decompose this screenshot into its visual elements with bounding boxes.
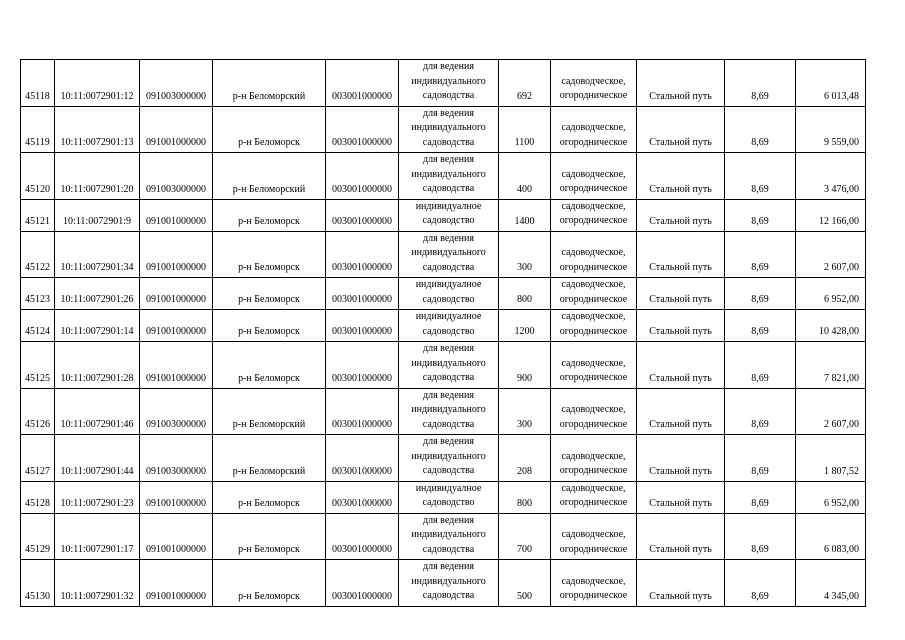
- cell-cadastral-value: 2 607,00: [796, 231, 866, 278]
- cell-land-category-line: садоводческое,: [561, 247, 626, 258]
- cell-cadastral-number: 10:11:0072901:9: [55, 199, 140, 231]
- cell-permitted-use: [399, 106, 499, 153]
- cell-land-category-line: садоводческое,: [561, 75, 626, 87]
- cell-district: р-н Беломорский: [213, 60, 326, 107]
- cell-code: 003001000000: [326, 513, 399, 560]
- table-row: [21, 435, 866, 482]
- cell-cadastral-value: 1 807,52: [796, 435, 866, 482]
- cell-district: р-н Беломорский: [213, 153, 326, 200]
- cell-permitted-use: [399, 310, 499, 342]
- cell-rate: 8,69: [725, 310, 796, 342]
- cell-cadastral-value: 2 607,00: [796, 388, 866, 435]
- cell-oktmo-code: 091001000000: [140, 106, 213, 153]
- table-row: [21, 278, 866, 310]
- cell-cadastral-value: 7 821,00: [796, 342, 866, 389]
- cell-land-category-line: огородническое: [559, 183, 628, 194]
- cell-rate: 8,69: [725, 560, 796, 607]
- cell-permitted-use-line: для ведения: [423, 343, 474, 354]
- cell-land-category-line: садоводческое,: [561, 357, 626, 369]
- cell-cadastral-number: 10:11:0072901:26: [55, 278, 140, 310]
- table-row: [21, 310, 866, 342]
- table-row: [21, 60, 866, 107]
- cell-land-category: [551, 481, 637, 513]
- cell-record-id: 45124: [21, 310, 55, 342]
- cell-location: Стальной путь: [637, 310, 725, 342]
- cell-location: Стальной путь: [637, 231, 725, 278]
- cell-cadastral-number: 10:11:0072901:34: [55, 231, 140, 278]
- cell-record-id: 45130: [21, 560, 55, 607]
- cell-permitted-use: [399, 342, 499, 389]
- cell-district: р-н Беломорск: [213, 560, 326, 607]
- cell-district: р-н Беломорск: [213, 106, 326, 153]
- cell-permitted-use-line: индивидуального: [411, 168, 486, 180]
- cell-rate: 8,69: [725, 513, 796, 560]
- cell-land-category-line: садоводческое,: [561, 122, 626, 133]
- cell-district: р-н Беломорск: [213, 310, 326, 342]
- cell-code: 003001000000: [326, 342, 399, 389]
- cell-permitted-use-line: для ведения: [423, 436, 474, 447]
- cell-land-category-line: садоводческое,: [561, 450, 626, 462]
- cell-record-id: 45127: [21, 435, 55, 482]
- cell-record-id: 45126: [21, 388, 55, 435]
- cell-record-id: 45121: [21, 199, 55, 231]
- cell-land-category-line: огородническое: [559, 465, 628, 476]
- cell-permitted-use-line: садоводства: [422, 418, 475, 430]
- cell-location: Стальной путь: [637, 481, 725, 513]
- cell-land-category-line: огородническое: [559, 261, 628, 273]
- cell-rate: 8,69: [725, 388, 796, 435]
- cell-permitted-use: [399, 481, 499, 513]
- cell-land-category: [551, 310, 637, 342]
- cell-permitted-use-line: индивидуального: [411, 122, 486, 133]
- cell-oktmo-code: 091001000000: [140, 513, 213, 560]
- cell-permitted-use: [399, 231, 499, 278]
- cell-land-category-line: садоводческое,: [561, 529, 626, 540]
- table-row: [21, 231, 866, 278]
- cell-cadastral-value: 12 166,00: [796, 199, 866, 231]
- cell-permitted-use-line: для ведения: [423, 61, 474, 72]
- cell-land-category-line: огородническое: [559, 372, 628, 383]
- cell-permitted-use: [399, 278, 499, 310]
- cell-district: р-н Беломорск: [213, 199, 326, 231]
- cell-code: 003001000000: [326, 153, 399, 200]
- cell-permitted-use: [399, 199, 499, 231]
- cell-permitted-use-line: для ведения: [423, 154, 474, 165]
- cell-permitted-use: [399, 388, 499, 435]
- cell-rate: 8,69: [725, 106, 796, 153]
- cell-area: 900: [499, 342, 551, 389]
- cell-rate: 8,69: [725, 231, 796, 278]
- cell-cadastral-number: 10:11:0072901:28: [55, 342, 140, 389]
- cell-area: 692: [499, 60, 551, 107]
- cell-cadastral-number: 10:11:0072901:20: [55, 153, 140, 200]
- cell-land-category-line: огородническое: [559, 543, 628, 555]
- cell-code: 003001000000: [326, 560, 399, 607]
- cell-district: р-н Беломорск: [213, 513, 326, 560]
- cell-rate: 8,69: [725, 153, 796, 200]
- cell-area: 700: [499, 513, 551, 560]
- table-row: [21, 342, 866, 389]
- cell-land-category-line: огородническое: [559, 90, 628, 101]
- cell-permitted-use-line: для ведения: [423, 107, 474, 119]
- cell-code: 003001000000: [326, 481, 399, 513]
- cell-permitted-use: [399, 435, 499, 482]
- cell-land-category-line: огородническое: [559, 136, 628, 148]
- cell-area: 500: [499, 560, 551, 607]
- cell-area: 300: [499, 388, 551, 435]
- cell-area: 1100: [499, 106, 551, 153]
- cell-permitted-use-line: индивидуального: [411, 247, 486, 258]
- cell-cadastral-value: 6 952,00: [796, 481, 866, 513]
- cell-oktmo-code: 091003000000: [140, 153, 213, 200]
- table-row: [21, 199, 866, 231]
- cell-location: Стальной путь: [637, 388, 725, 435]
- cell-permitted-use-line: индивидуалное: [415, 279, 482, 290]
- cell-land-category: [551, 560, 637, 607]
- cell-permitted-use-line: садоводства: [422, 90, 475, 101]
- cell-district: р-н Беломорск: [213, 278, 326, 310]
- cell-district: р-н Беломорск: [213, 231, 326, 278]
- cell-code: 003001000000: [326, 310, 399, 342]
- cell-permitted-use: [399, 513, 499, 560]
- cell-land-category: [551, 278, 637, 310]
- cell-location: Стальной путь: [637, 60, 725, 107]
- cell-location: Стальной путь: [637, 560, 725, 607]
- cell-record-id: 45123: [21, 278, 55, 310]
- cell-land-category-line: огородническое: [559, 590, 628, 601]
- cell-code: 003001000000: [326, 199, 399, 231]
- cell-land-category: [551, 513, 637, 560]
- cell-location: Стальной путь: [637, 106, 725, 153]
- cell-record-id: 45122: [21, 231, 55, 278]
- cell-record-id: 45120: [21, 153, 55, 200]
- cell-land-category-line: садоводческое,: [561, 575, 626, 587]
- cell-permitted-use-line: индивидуального: [411, 404, 486, 415]
- cell-land-category: [551, 106, 637, 153]
- cell-cadastral-number: 10:11:0072901:32: [55, 560, 140, 607]
- cell-land-category: [551, 342, 637, 389]
- cell-permitted-use-line: садоводства: [422, 183, 475, 194]
- cell-record-id: 45128: [21, 481, 55, 513]
- cell-area: 1400: [499, 199, 551, 231]
- cell-area: 1200: [499, 310, 551, 342]
- cell-code: 003001000000: [326, 106, 399, 153]
- cell-record-id: 45118: [21, 60, 55, 107]
- cell-land-category-line: садоводческое,: [561, 279, 626, 290]
- cell-code: 003001000000: [326, 60, 399, 107]
- cell-area: 300: [499, 231, 551, 278]
- cell-area: 800: [499, 278, 551, 310]
- cell-oktmo-code: 091001000000: [140, 278, 213, 310]
- table-row: [21, 481, 866, 513]
- cell-land-category-line: садоводческое,: [561, 482, 626, 494]
- cell-area: 208: [499, 435, 551, 482]
- cell-permitted-use-line: садоводства: [422, 136, 475, 148]
- cell-land-category: [551, 435, 637, 482]
- cell-cadastral-value: 4 345,00: [796, 560, 866, 607]
- cell-code: 003001000000: [326, 388, 399, 435]
- cell-district: р-н Беломорский: [213, 388, 326, 435]
- cell-rate: 8,69: [725, 278, 796, 310]
- cell-permitted-use-line: индивидуального: [411, 357, 486, 369]
- cell-permitted-use: [399, 60, 499, 107]
- cell-permitted-use-line: садоводство: [422, 215, 475, 226]
- cell-rate: 8,69: [725, 481, 796, 513]
- cell-land-category-line: огородническое: [559, 325, 628, 337]
- cell-oktmo-code: 091001000000: [140, 560, 213, 607]
- cell-permitted-use-line: садоводства: [422, 543, 475, 555]
- cell-oktmo-code: 091003000000: [140, 60, 213, 107]
- cell-cadastral-number: 10:11:0072901:12: [55, 60, 140, 107]
- cell-oktmo-code: 091003000000: [140, 435, 213, 482]
- cell-district: р-н Беломорск: [213, 342, 326, 389]
- cell-location: Стальной путь: [637, 199, 725, 231]
- cell-location: Стальной путь: [637, 278, 725, 310]
- cell-land-category-line: огородническое: [559, 215, 628, 226]
- cell-location: Стальной путь: [637, 435, 725, 482]
- cell-cadastral-number: 10:11:0072901:23: [55, 481, 140, 513]
- cell-rate: 8,69: [725, 199, 796, 231]
- land-plots-table: [20, 59, 866, 607]
- cell-permitted-use-line: индивидуального: [411, 575, 486, 587]
- cell-record-id: 45125: [21, 342, 55, 389]
- cell-permitted-use-line: индивидуалное: [415, 200, 482, 212]
- cell-location: Стальной путь: [637, 153, 725, 200]
- cell-land-category-line: садоводческое,: [561, 404, 626, 415]
- cell-code: 003001000000: [326, 278, 399, 310]
- cell-district: р-н Беломорский: [213, 435, 326, 482]
- cell-area: 800: [499, 481, 551, 513]
- cell-permitted-use-line: для ведения: [423, 561, 474, 572]
- cell-permitted-use-line: садоводство: [422, 325, 475, 337]
- cell-permitted-use-line: садоводства: [422, 372, 475, 383]
- cell-oktmo-code: 091001000000: [140, 310, 213, 342]
- cell-area: 400: [499, 153, 551, 200]
- cell-cadastral-value: 6 952,00: [796, 278, 866, 310]
- table-row: [21, 106, 866, 153]
- table-row: [21, 560, 866, 607]
- cell-permitted-use-line: для ведения: [423, 514, 474, 526]
- cell-permitted-use-line: садоводства: [422, 261, 475, 273]
- cell-permitted-use-line: индивидуалное: [415, 311, 482, 322]
- cell-land-category-line: огородническое: [559, 418, 628, 430]
- table-row: [21, 388, 866, 435]
- cell-location: Стальной путь: [637, 513, 725, 560]
- cell-cadastral-value: 9 559,00: [796, 106, 866, 153]
- cell-record-id: 45119: [21, 106, 55, 153]
- cell-land-category: [551, 388, 637, 435]
- cell-permitted-use: [399, 560, 499, 607]
- cell-oktmo-code: 091001000000: [140, 199, 213, 231]
- cell-cadastral-number: 10:11:0072901:13: [55, 106, 140, 153]
- cell-permitted-use-line: индивидуального: [411, 529, 486, 540]
- cell-code: 003001000000: [326, 231, 399, 278]
- cell-cadastral-value: 3 476,00: [796, 153, 866, 200]
- table-row: [21, 153, 866, 200]
- cell-land-category: [551, 199, 637, 231]
- cell-record-id: 45129: [21, 513, 55, 560]
- cell-land-category: [551, 231, 637, 278]
- cell-district: р-н Беломорск: [213, 481, 326, 513]
- cell-rate: 8,69: [725, 342, 796, 389]
- cell-land-category-line: огородническое: [559, 497, 628, 508]
- cell-permitted-use-line: индивидуального: [411, 450, 486, 462]
- cell-land-category-line: садоводческое,: [561, 168, 626, 180]
- table-row: [21, 513, 866, 560]
- cell-permitted-use: [399, 153, 499, 200]
- cell-permitted-use-line: садоводства: [422, 590, 475, 601]
- cell-permitted-use-line: для ведения: [423, 389, 474, 401]
- cell-land-category-line: садоводческое,: [561, 311, 626, 322]
- cell-rate: 8,69: [725, 435, 796, 482]
- cell-location: Стальной путь: [637, 342, 725, 389]
- cell-cadastral-value: 6 083,00: [796, 513, 866, 560]
- cell-cadastral-value: 10 428,00: [796, 310, 866, 342]
- cell-cadastral-number: 10:11:0072901:17: [55, 513, 140, 560]
- cell-land-category-line: огородническое: [559, 293, 628, 305]
- cell-permitted-use-line: садоводство: [422, 293, 475, 305]
- cell-land-category-line: садоводческое,: [561, 200, 626, 212]
- cell-permitted-use-line: для ведения: [423, 232, 474, 244]
- cell-code: 003001000000: [326, 435, 399, 482]
- cell-rate: 8,69: [725, 60, 796, 107]
- cell-oktmo-code: 091001000000: [140, 481, 213, 513]
- cell-land-category: [551, 153, 637, 200]
- cell-permitted-use-line: садоводство: [422, 497, 475, 508]
- cell-land-category: [551, 60, 637, 107]
- cell-oktmo-code: 091003000000: [140, 388, 213, 435]
- cell-permitted-use-line: садоводства: [422, 465, 475, 476]
- cell-oktmo-code: 091001000000: [140, 231, 213, 278]
- cell-permitted-use-line: индивидуального: [411, 75, 486, 87]
- cell-oktmo-code: 091001000000: [140, 342, 213, 389]
- cell-cadastral-number: 10:11:0072901:46: [55, 388, 140, 435]
- cell-cadastral-number: 10:11:0072901:14: [55, 310, 140, 342]
- cell-permitted-use-line: индивидуалное: [415, 482, 482, 494]
- table-body: [21, 60, 866, 607]
- cell-cadastral-number: 10:11:0072901:44: [55, 435, 140, 482]
- cell-cadastral-value: 6 013,48: [796, 60, 866, 107]
